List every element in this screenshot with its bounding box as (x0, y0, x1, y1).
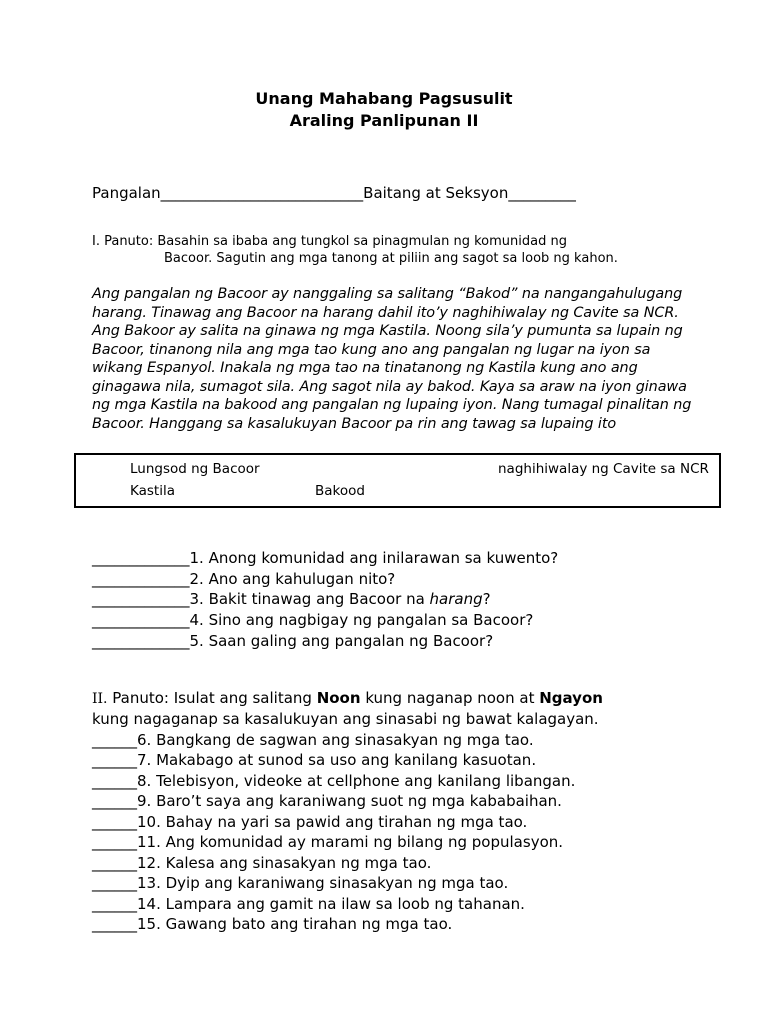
story-line: Bacoor. Hanggang sa kasalukuyan Bacoor pa rin ang tawag sa lupaing ito (92, 416, 617, 432)
story-line: ginagawa nila, sumagot sila. Ang sagot nila ay bakod. Kaya sa araw na iyon ginawa (92, 379, 687, 395)
story-line: wikang Espanyol. Inakala ng mga tao na tinatanong ng Kastila kung ano ang (92, 360, 638, 376)
noon-keyword: Noon (316, 689, 361, 707)
story-line: Ang pangalan ng Bacoor ay nanggaling sa salitang “Bakod” na nangangahulugang (92, 286, 683, 302)
item-6[interactable]: ______6. Bangkang de sagwan ang sinasakyan ng mga tao. (92, 731, 534, 749)
part1-instruction-line1: I. Panuto: Basahin sa ibaba ang tungkol sa pinagmulan ng komunidad ng (92, 234, 567, 249)
part2-number: II. (92, 691, 108, 707)
item-9[interactable]: ______9. Baro’t saya ang karaniwang suot ng mga kababaihan. (92, 792, 562, 810)
part1-instruction-line2: Bacoor. Sagutin ang mga tanong at piliin ang sagot sa loob ng kahon. (164, 251, 618, 266)
page-title: Unang Mahabang Pagsusulit (255, 89, 513, 108)
choice-bakood: Bakood (315, 483, 365, 499)
part2-intro-a: Panuto: Isulat ang salitang (107, 689, 317, 707)
item-8[interactable]: ______8. Telebisyon, videoke at cellphone ang kanilang libangan. (92, 772, 576, 790)
section-field[interactable]: Baitang at Seksyon_________ (363, 184, 576, 202)
item-10[interactable]: ______10. Bahay na yari sa pawid ang tirahan ng mga tao. (92, 813, 528, 831)
part2-intro-b: kung naganap noon at (360, 689, 540, 707)
item-13[interactable]: ______13. Dyip ang karaniwang sinasakyan ng mga tao. (92, 874, 509, 892)
question-3-text: _____________3. Bakit tinawag ang Bacoor na (92, 590, 430, 608)
question-5[interactable]: _____________5. Saan galing ang pangalan ng Bacoor? (92, 632, 494, 650)
ngayon-keyword: Ngayon (539, 689, 603, 707)
question-3[interactable] (92, 590, 491, 608)
story-line: Bacoor, tinanong nila ang mga tao kung ano ang pangalan ng lugar na iyon sa (92, 342, 651, 358)
student-info-line (92, 184, 576, 202)
question-4[interactable]: _____________4. Sino ang nagbigay ng pangalan sa Bacoor? (92, 611, 534, 629)
choices-box (74, 453, 721, 508)
choice-naghihiwalay: naghihiwalay ng Cavite sa NCR (498, 461, 709, 477)
item-7[interactable]: ______7. Makabago at sunod sa uso ang kanilang kasuotan. (92, 751, 537, 769)
story-line: ng mga Kastila na bakood ang pangalan ng lupaing iyon. Nang tumagal pinalitan ng (92, 397, 692, 413)
page-subtitle: Araling Panlipunan II (289, 111, 479, 130)
question-2[interactable]: _____________2. Ano ang kahulugan nito? (92, 570, 396, 588)
name-field[interactable]: Pangalan___________________________ (92, 184, 364, 202)
item-12[interactable]: ______12. Kalesa ang sinasakyan ng mga tao. (92, 854, 432, 872)
story-line: Ang Bakoor ay salita na ginawa ng mga Kastila. Noong sila’y pumunta sa lupain ng (92, 323, 683, 339)
question-3-italic: harang (429, 590, 483, 608)
question-3-end: ? (482, 590, 491, 608)
item-15[interactable]: ______15. Gawang bato ang tirahan ng mga tao. (92, 915, 453, 933)
story-line: harang. Tinawag ang Bacoor na harang dahil ito’y naghihiwalay ng Cavite sa NCR. (92, 305, 679, 321)
choice-lungsod-ng-bacoor: Lungsod ng Bacoor (130, 461, 260, 477)
part2-instruction-line2: kung nagaganap sa kasalukuyan ang sinasabi ng bawat kalagayan. (92, 710, 599, 728)
question-1[interactable]: _____________1. Anong komunidad ang inilarawan sa kuwento? (92, 549, 559, 567)
choice-kastila: Kastila (130, 483, 175, 499)
item-11[interactable]: ______11. Ang komunidad ay marami ng bilang ng populasyon. (92, 833, 564, 851)
item-14[interactable]: ______14. Lampara ang gamit na ilaw sa loob ng tahanan. (92, 895, 525, 913)
part2-instruction-line1 (92, 689, 603, 707)
